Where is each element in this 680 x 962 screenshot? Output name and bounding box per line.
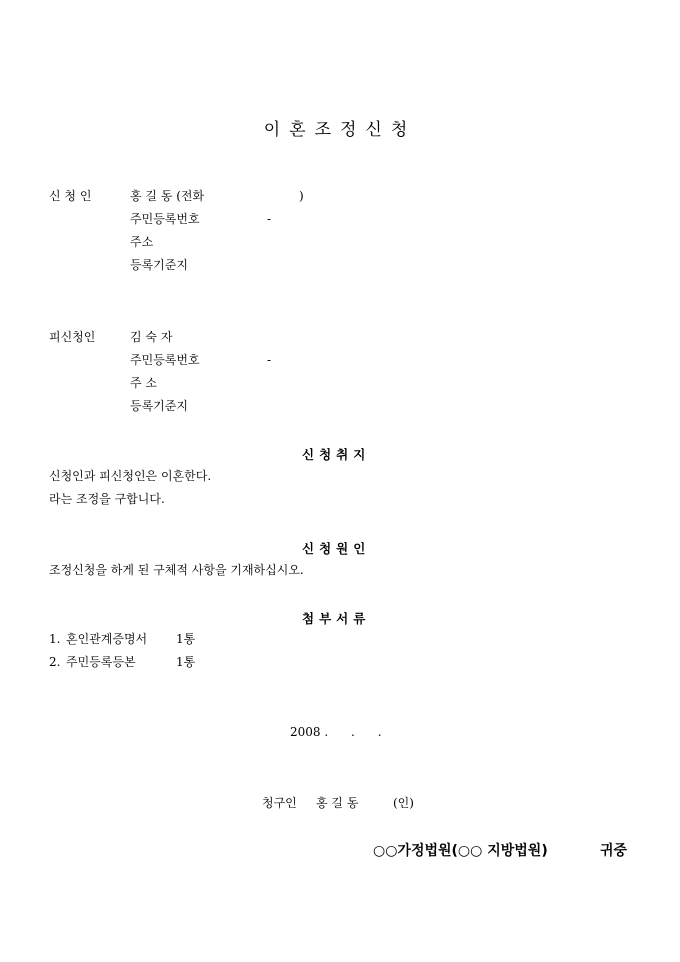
applicant-registry-label: 등록기준지	[130, 258, 188, 272]
page-title: 이혼조정신청	[263, 120, 417, 140]
applicant-phone-close: )	[299, 189, 304, 203]
applicant-label: 신 청 인	[49, 189, 92, 203]
attachment-item-number: 1.	[49, 632, 61, 646]
attachment-item-quantity: 1통	[176, 632, 196, 646]
purpose-line-1: 신청인과 피신청인은 이혼한다.	[49, 469, 212, 483]
respondent-reg-number-label: 주민등록번호	[130, 353, 200, 367]
claimant-seal: (인)	[393, 796, 414, 810]
court-suffix: 귀중	[600, 843, 628, 859]
cause-heading: 신청원인	[302, 541, 371, 556]
applicant-reg-number-dash: -	[267, 212, 272, 226]
applicant-name: 홍 길 동 (전화	[130, 189, 205, 203]
attachment-item-quantity: 1통	[176, 655, 196, 669]
attachments-heading: 첨부서류	[302, 611, 371, 626]
court-name: ○○가정법원(○○ 지방법원)	[373, 843, 548, 859]
cause-line-1: 조정신청을 하게 된 구체적 사항을 기재하십시오.	[49, 563, 304, 577]
applicant-address-label: 주소	[130, 235, 154, 249]
attachment-item-name: 주민등록등본	[66, 655, 136, 669]
attachment-item-number: 2.	[49, 655, 61, 669]
purpose-line-2: 라는 조정을 구합니다.	[49, 492, 165, 506]
respondent-registry-label: 등록기준지	[130, 399, 188, 413]
respondent-name: 김 숙 자	[130, 330, 173, 344]
respondent-reg-number-dash: -	[267, 353, 272, 367]
application-date: 2008 . . .	[290, 725, 382, 739]
purpose-heading: 신청취지	[302, 447, 371, 462]
claimant-label: 청구인	[262, 796, 297, 810]
claimant-name: 홍 길 동	[316, 796, 359, 810]
attachment-item-name: 혼인관계증명서	[66, 632, 148, 646]
respondent-label: 피신청인	[49, 330, 96, 344]
applicant-reg-number-label: 주민등록번호	[130, 212, 200, 226]
respondent-address-label: 주 소	[130, 376, 157, 390]
